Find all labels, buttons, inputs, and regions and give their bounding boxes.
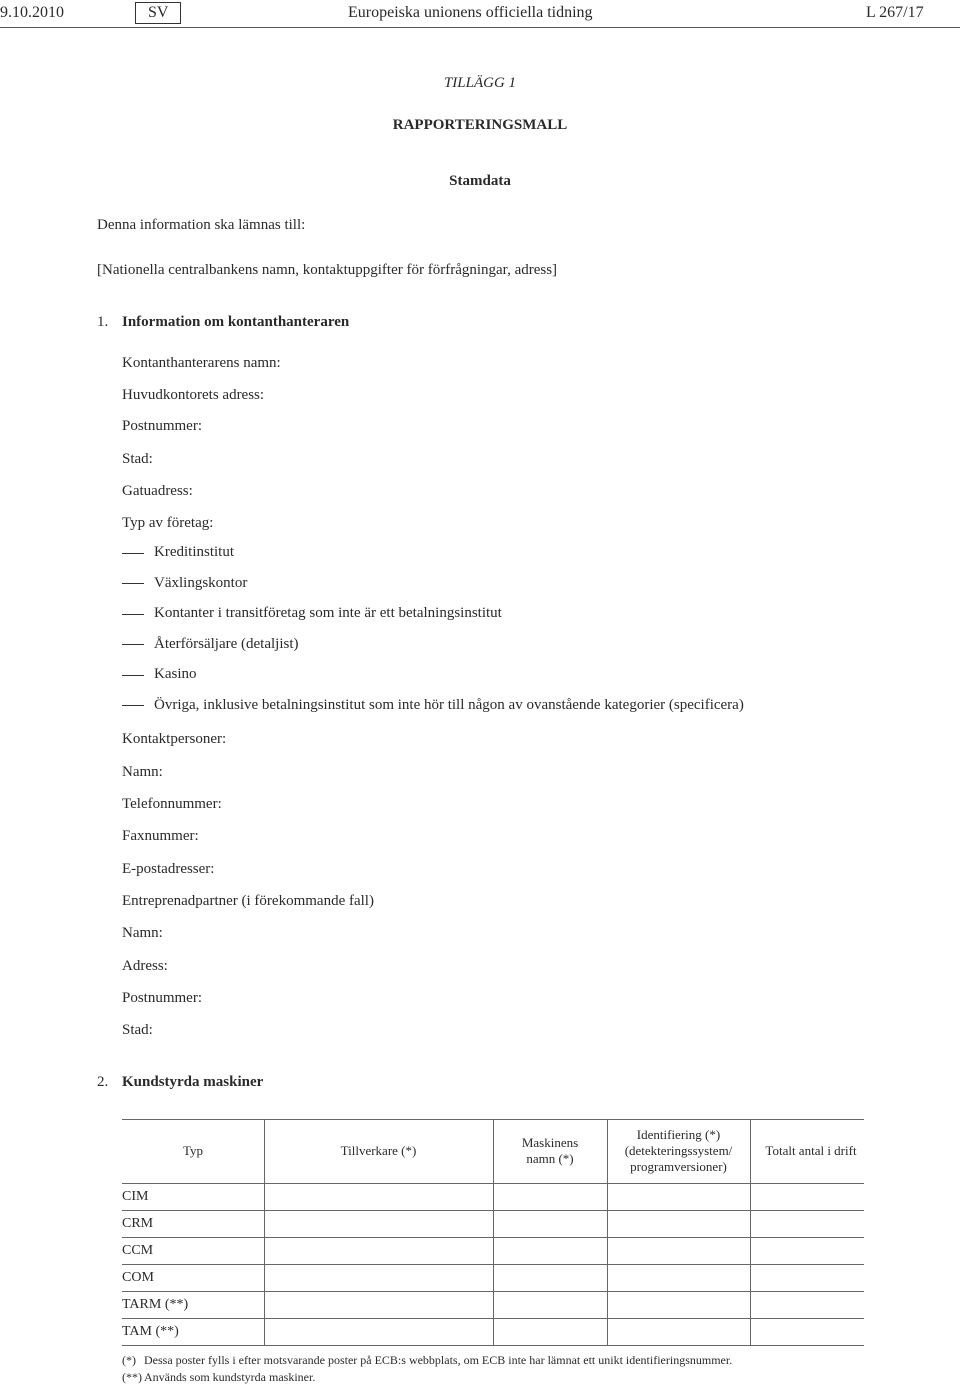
field-label: Namn: [122, 925, 163, 941]
annex-label: TILLÄGG 1 [443, 75, 517, 91]
field-label: Namn: [122, 764, 163, 780]
list-item: Växlingskontor [154, 575, 248, 591]
footnote-mark: (**) [122, 1370, 142, 1384]
field-label: Entreprenadpartner (i förekommande fall) [122, 893, 374, 909]
list-item: Övriga, inklusive betalningsinstitut som inte hör till någon av ovanstående kategorier (specificera) [154, 697, 744, 713]
footnote-text: Dessa poster fylls i efter motsvarande poster på ECB:s webbplats, om ECB inte har lämnat ett unikt identifieringsnummer. [144, 1353, 733, 1367]
field-label: Postnummer: [122, 990, 203, 1006]
field-label: Stad: [122, 451, 153, 467]
header-rule [0, 27, 960, 28]
field-label: Typ av företag: [122, 515, 214, 531]
document-subtitle: Stamdata [449, 173, 511, 189]
table-row-label: COM [122, 1270, 154, 1285]
field-label: Kontanthanterarens namn: [122, 355, 281, 371]
dash-bullet [122, 583, 144, 584]
table-column-rule [493, 1119, 494, 1345]
field-label: E-postadresser: [122, 861, 215, 877]
intro-text: Denna information ska lämnas till: [97, 217, 306, 233]
list-item: Kontanter i transitföretag som inte är ett betalningsinstitut [154, 605, 502, 621]
field-label: Stad: [122, 1022, 153, 1038]
language-badge: SV [135, 2, 181, 24]
field-label: Gatuadress: [122, 483, 193, 499]
intro-detail: [Nationella centralbankens namn, kontaktuppgifter för förfrågningar, adress] [97, 262, 558, 278]
table-bottom-rule [122, 1345, 864, 1346]
table-row-label: CIM [122, 1189, 149, 1204]
dash-bullet [122, 675, 144, 676]
page-reference: L 267/17 [866, 4, 924, 21]
field-label: Faxnummer: [122, 828, 199, 844]
journal-title: Europeiska unionens officiella tidning [348, 4, 593, 21]
table-row-label: CCM [122, 1243, 154, 1258]
publication-date: 9.10.2010 [0, 4, 64, 21]
table-row-label: CRM [122, 1216, 154, 1231]
header-cell-type: Typ [182, 1143, 204, 1158]
section2-number: 2. [97, 1074, 109, 1090]
field-label: Kontaktpersoner: [122, 731, 227, 747]
field-label: Postnummer: [122, 418, 203, 434]
list-item: Återförsäljare (detaljist) [154, 636, 299, 652]
header-cell-identification: Identifiering (*) (detekteringssystem/ programversioner) [624, 1127, 733, 1174]
section1-heading: Information om kontanthanteraren [122, 314, 350, 330]
list-item: Kasino [154, 666, 197, 682]
document-title: RAPPORTERINGSMALL [392, 117, 568, 133]
table-row-label: TARM (**) [122, 1297, 189, 1312]
dash-bullet [122, 614, 144, 615]
footnote-text: Används som kundstyrda maskiner. [144, 1370, 316, 1384]
dash-bullet [122, 644, 144, 645]
dash-bullet [122, 705, 144, 706]
header-cell-machine-name: Maskinens namn (*) [521, 1135, 579, 1166]
header-cell-manufacturer: Tillverkare (*) [340, 1143, 417, 1158]
section2-heading: Kundstyrda maskiner [122, 1074, 264, 1090]
field-label: Telefonnummer: [122, 796, 222, 812]
dash-bullet [122, 553, 144, 554]
table-column-rule [607, 1119, 608, 1345]
field-label: Huvudkontorets adress: [122, 387, 265, 403]
field-label: Adress: [122, 958, 168, 974]
section1-number: 1. [97, 314, 109, 330]
table-row-label: TAM (**) [122, 1324, 179, 1339]
footnote-mark: (*) [122, 1353, 136, 1367]
list-item: Kreditinstitut [154, 544, 234, 560]
header-cell-total: Totalt antal i drift [765, 1143, 857, 1158]
